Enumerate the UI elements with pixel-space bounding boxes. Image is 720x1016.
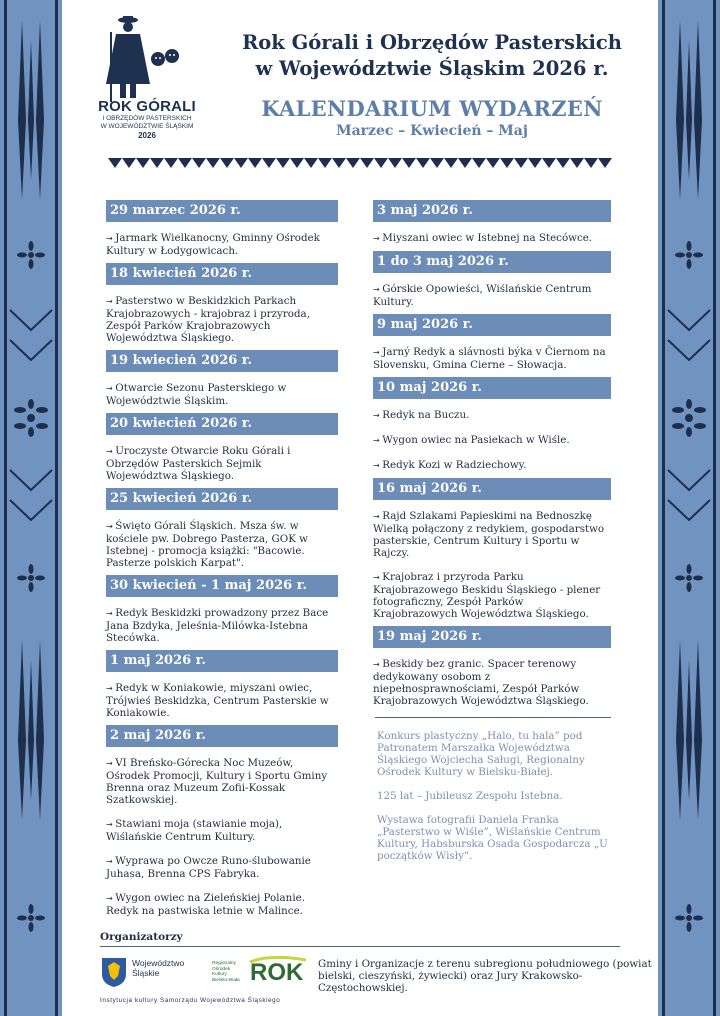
partners-text: Gminy i Organizacje z terenu subregionu południowego (powiat bielski, cieszyński, żywiecki) oraz Jury Krakowsko-Częstochowskiej. <box>318 958 652 994</box>
extra-event: Konkurs plastyczny „Halo, tu hala” pod Patronatem Marszałka Województwa Śląskiego Wojciecha Saługi, Regionalny Ośrodek Kultury w Bielsku-Białej. <box>377 730 585 778</box>
event-item <box>106 757 336 806</box>
event-group <box>106 435 338 488</box>
arrow-right-icon: → <box>373 573 383 582</box>
event-group <box>373 222 611 251</box>
zigzag-divider-icon <box>108 158 612 170</box>
arrow-right-icon: → <box>373 660 383 669</box>
rok-small-4: Bielsko-Biała <box>212 977 240 983</box>
event-item <box>373 409 609 422</box>
silesia-line-1: Województwo <box>132 958 185 968</box>
page-months: Marzec – Kwiecień – Maj <box>336 123 528 139</box>
organizers-label: Organizatorzy <box>100 931 183 943</box>
title-line-1: Rok Górali i Obrzędów Pasterskich <box>242 31 622 54</box>
event-item <box>373 658 609 707</box>
event-group <box>373 500 611 626</box>
arrow-right-icon: → <box>106 609 116 618</box>
event-group <box>106 597 338 650</box>
date-header: 2 maj 2026 r. <box>106 725 338 747</box>
logo-text <box>92 98 202 140</box>
event-text: Wyprawa po Owcze Runo-ślubowanie Juhasa, Brenna CPS Fabryka. <box>106 855 311 880</box>
event-item <box>373 434 609 447</box>
event-item <box>373 346 609 371</box>
logo-subtitle-1: I OBRZĘDÓW PASTERSKICH <box>102 115 192 122</box>
event-text: Jarný Redyk a slávnosti býka v Čiernom na Slovensku, Gmina Cierne – Słowacja. <box>373 346 606 371</box>
event-text: Miyszani owiec w Istebnej na Stecówce. <box>382 232 593 244</box>
institution-note: Instytucja kultury Samorządu Województwa Śląskiego <box>100 997 281 1004</box>
event-item <box>106 520 336 569</box>
arrow-right-icon: → <box>373 234 383 243</box>
extra-event: 125 lat – Jubileusz Zespołu Istebna. <box>377 790 563 802</box>
event-item <box>373 571 609 620</box>
page-title <box>212 30 652 82</box>
event-item <box>106 232 336 257</box>
event-text: Górskie Opowieści, Wiślańskie Centrum Kultury. <box>373 283 592 308</box>
date-header: 30 kwiecień - 1 maj 2026 r. <box>106 575 338 597</box>
arrow-right-icon: → <box>106 857 116 866</box>
event-text: Redyk na Buczu. <box>382 409 470 421</box>
event-group <box>106 672 338 725</box>
arrow-right-icon: → <box>373 348 383 357</box>
event-text: Otwarcie Sezonu Pasterskiego w Województwie Śląskim. <box>106 382 287 407</box>
silesia-name <box>132 958 184 978</box>
date-header: 18 kwiecień 2026 r. <box>106 263 338 285</box>
event-item <box>106 682 336 719</box>
event-text: Redyk Kozi w Radziechowy. <box>382 459 527 471</box>
folk-pattern-icon <box>658 0 720 1016</box>
rok-logo-text: ROK <box>250 959 304 986</box>
arrow-right-icon: → <box>106 297 116 306</box>
event-item <box>106 295 336 344</box>
event-group <box>106 222 338 263</box>
event-text: Jarmark Wielkanocny, Gminny Ośrodek Kultury w Łodygowicach. <box>106 232 320 257</box>
rok-small-1: Regionalny <box>212 961 237 966</box>
event-item <box>106 818 336 843</box>
arrow-right-icon: → <box>106 759 116 768</box>
right-event-column <box>373 200 611 874</box>
event-text: Beskidy bez granic. Spacer terenowy dedykowany osobom z niepełnosprawnościami, Zespół Parków Krajobrazowych Województwa Śląskiego. <box>373 658 589 707</box>
event-item <box>106 607 336 644</box>
event-text: Stawiani moja (stawianie moja), Wiślańskie Centrum Kultury. <box>106 818 283 843</box>
date-header: 10 maj 2026 r. <box>373 377 611 399</box>
event-text: Redyk Beskidzki prowadzony przez Bace Jana Bzdyka, Jeleśnia-Milówka-Istebna Stecówka. <box>106 607 329 644</box>
organizers-divider <box>100 946 620 947</box>
event-item <box>106 855 336 880</box>
arrow-right-icon: → <box>373 285 383 294</box>
extra-event: Wystawa fotografii Daniela Franka „Pasterstwo w Wiśle”, Wiślańskie Centrum Kultury, Habsburska Osada Gospodarcza „U początków Wisły”. <box>377 814 608 862</box>
event-item <box>373 232 609 245</box>
event-item <box>373 283 609 308</box>
event-group <box>373 273 611 314</box>
event-text: Rajd Szlakami Papieskimi na Bednoszkę Wielką połączony z redykiem, gospodarstwo pasterskie, Centrum Kultury i Sportu w Rajczy. <box>373 510 605 559</box>
arrow-right-icon: → <box>373 461 383 470</box>
page-subtitle: KALENDARIUM WYDARZEŃ <box>261 96 603 121</box>
extras-divider <box>375 717 611 718</box>
event-text: Pasterstwo w Beskidzkich Parkach Krajobrazowych - krajobraz i przyroda, Zespół Parków Krajobrazowych Województwa Śląskiego. <box>106 295 310 344</box>
event-group <box>373 648 611 713</box>
event-text: VI Breńsko-Górecka Noc Muzeów, Ośrodek Promocji, Kultury i Sportu Gminy Brenna oraz Muzeum Zofii-Kossak Szatkowskiej. <box>106 757 328 806</box>
event-text: Krajobraz i przyroda Parku Krajobrazowego Beskidu Śląskiego - plener fotograficzny, Zespół Parków Krajobrazowych Województwa Śląskiego. <box>373 571 601 620</box>
rok-small-3: Kultury <box>212 972 227 977</box>
silesia-coat-of-arms-icon <box>100 956 128 988</box>
arrow-right-icon: → <box>106 384 116 393</box>
date-header: 3 maj 2026 r. <box>373 200 611 222</box>
event-text: Uroczyste Otwarcie Roku Górali i Obrzędów Pasterskich Sejmik Województwa Śląskiego. <box>106 445 291 482</box>
date-header: 20 kwiecień 2026 r. <box>106 413 338 435</box>
date-header: 9 maj 2026 r. <box>373 314 611 336</box>
folk-pattern-icon <box>0 0 62 1016</box>
event-text: Święto Górali Śląskich. Msza św. w kościele pw. Dobrego Pasterza, GOK w Istebnej - promocja książki: "Bacowie. Pasterze polskich Karpat". <box>106 520 308 569</box>
event-text: Wygon owiec na Zieleńskiej Polanie. Redyk na pastwiska letnie w Malince. <box>106 892 305 917</box>
arrow-right-icon: → <box>373 436 383 445</box>
event-item <box>106 445 336 482</box>
arrow-right-icon: → <box>106 684 116 693</box>
date-header: 1 maj 2026 r. <box>106 650 338 672</box>
arrow-right-icon: → <box>106 447 116 456</box>
date-header: 29 marzec 2026 r. <box>106 200 338 222</box>
title-line-2: w Województwie Śląskim 2026 r. <box>255 57 609 80</box>
silesia-line-2: Śląskie <box>132 968 160 978</box>
event-group <box>106 747 338 923</box>
event-text: Wygon owiec na Pasiekach w Wiśle. <box>382 434 570 446</box>
event-item <box>106 382 336 407</box>
date-header: 25 kwiecień 2026 r. <box>106 488 338 510</box>
rok-logo-icon <box>210 954 310 988</box>
arrow-right-icon: → <box>106 522 116 531</box>
event-item <box>373 510 609 559</box>
logo-year: 2026 <box>138 131 156 140</box>
arrow-right-icon: → <box>106 894 116 903</box>
left-folk-border <box>0 0 62 1016</box>
event-group <box>106 510 338 575</box>
arrow-right-icon: → <box>373 411 383 420</box>
event-group <box>373 399 611 478</box>
logo-subtitle-2: W WOJEWÓDZTWIE ŚLĄSKIM <box>100 123 194 130</box>
arrow-right-icon: → <box>106 234 116 243</box>
event-item <box>106 892 336 917</box>
logo-title: ROK GÓRALI <box>98 98 196 115</box>
left-event-column <box>106 200 338 923</box>
event-text: Redyk w Koniakowie, miyszani owiec, Trójwieś Beskidzka, Centrum Pasterskie w Koniakowie. <box>106 682 329 719</box>
rok-small-2: Ośrodek <box>212 966 231 972</box>
date-header: 19 maj 2026 r. <box>373 626 611 648</box>
arrow-right-icon: → <box>373 512 383 521</box>
date-header: 19 kwiecień 2026 r. <box>106 350 338 372</box>
date-header: 1 do 3 maj 2026 r. <box>373 251 611 273</box>
date-header: 16 maj 2026 r. <box>373 478 611 500</box>
event-group <box>373 336 611 377</box>
event-group <box>106 285 338 350</box>
right-folk-border <box>658 0 720 1016</box>
poster-page <box>62 0 658 1016</box>
arrow-right-icon: → <box>106 820 116 829</box>
event-item <box>373 459 609 472</box>
event-group <box>106 372 338 413</box>
